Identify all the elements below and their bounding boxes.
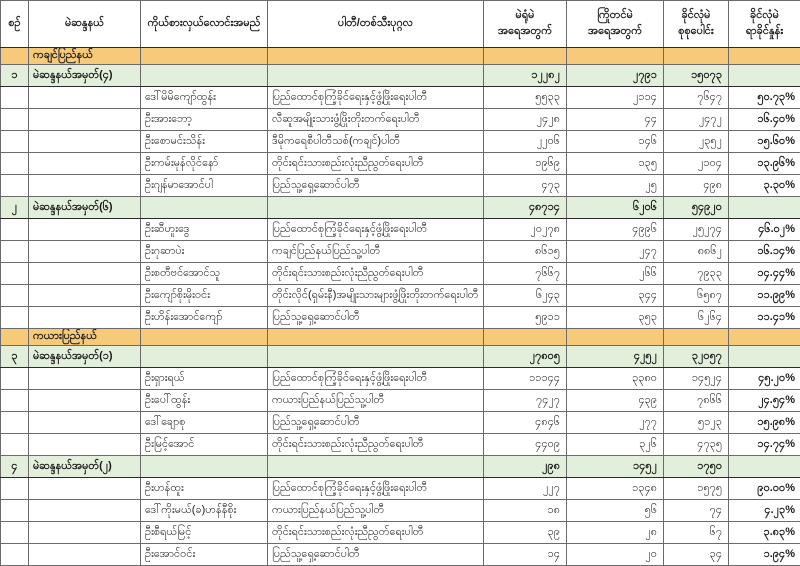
booth-votes-cell: ၄၈၄၆ — [484, 412, 567, 434]
advance-votes-cell: ၃၃၈၀ — [567, 368, 664, 390]
party-cell: ဒီမိုကရေစီပါတီသစ်(ကချင်)ပါတီ — [268, 131, 484, 153]
candidate-name-cell: ဦးဆီဟူးဒွေ — [141, 219, 268, 241]
serial-cell: ၃ — [1, 346, 29, 368]
candidate-row — [1, 263, 800, 285]
advance-votes-cell: ၂၁၁၄ — [567, 87, 664, 109]
advance-votes-cell: ၂၇၇ — [567, 412, 664, 434]
valid-percent-cell — [729, 329, 800, 346]
header-booth-line2: အရေအတွက် — [498, 25, 552, 37]
constituency-name-cell — [29, 307, 141, 329]
booth-votes-total-cell: ၄၈၇၁၄ — [484, 197, 567, 219]
booth-votes-cell: ၂၄၂၈ — [484, 109, 567, 131]
party-cell: ပြည်ထောင်စုကြံ့ခိုင်ရေးနှင့်ဖွံ့ဖြိုးရေးပါတီ — [268, 87, 484, 109]
advance-votes-cell: ၂၅ — [567, 175, 664, 197]
constituency-name-cell — [29, 434, 141, 456]
advance-votes-cell — [567, 329, 664, 346]
party-cell: ပြည်ထောင်စုကြံ့ခိုင်ရေးနှင့်ဖွံ့ဖြိုးရေးပါတီ — [268, 478, 484, 500]
candidate-name-cell — [141, 65, 268, 87]
advance-votes-cell: ၃၅၃ — [567, 307, 664, 329]
valid-percent-cell: ၁၄.၇၄% — [729, 434, 800, 456]
valid-total-cell — [664, 48, 729, 65]
candidate-name-cell: ဦးဟန်ထူး — [141, 478, 268, 500]
valid-percent-cell: ၁၃.၉၆% — [729, 153, 800, 175]
constituency-name-cell — [29, 368, 141, 390]
constituency-total-row — [1, 346, 800, 368]
serial-cell — [1, 131, 29, 153]
candidate-row — [1, 153, 800, 175]
party-cell: တိုင်းရင်းသားစည်းလုံးညီညွတ်ရေးပါတီ — [268, 153, 484, 175]
serial-cell — [1, 544, 29, 566]
valid-total-cell: ၃၄ — [664, 544, 729, 566]
candidate-row — [1, 522, 800, 544]
valid-percent-cell: ၂၄.၅၄% — [729, 390, 800, 412]
valid-total-cell: ၂၃၅၂ — [664, 131, 729, 153]
advance-votes-cell: ၂၆၆ — [567, 263, 664, 285]
booth-votes-cell — [484, 48, 567, 65]
serial-cell — [1, 175, 29, 197]
candidate-name-cell: ဒေါ်ကိုးမယ်(ခ)ဟန်နီစိုး — [141, 500, 268, 522]
valid-total-cell: ၂၄၇၂ — [664, 109, 729, 131]
candidate-name-cell — [141, 329, 268, 346]
serial-cell — [1, 329, 29, 346]
serial-cell: ၁ — [1, 65, 29, 87]
candidate-row — [1, 500, 800, 522]
booth-votes-cell: ၅၉၁၁ — [484, 307, 567, 329]
party-cell: ပြည်သူ့ရှေ့ဆောင်ပါတီ — [268, 544, 484, 566]
constituency-name-cell — [29, 544, 141, 566]
valid-total-cell: ၇၆၄၇ — [664, 87, 729, 109]
constituency-name-cell: မဲဆန္ဒနယ်အမှတ်(၂) — [29, 456, 141, 478]
serial-cell — [1, 87, 29, 109]
constituency-name-cell — [29, 285, 141, 307]
valid-total-cell: ၆၇ — [664, 522, 729, 544]
candidate-name-cell — [141, 456, 268, 478]
valid-percent-cell: ၄၆.၀၂% — [729, 219, 800, 241]
advance-votes-cell: ၃၄၄ — [567, 285, 664, 307]
candidate-row — [1, 478, 800, 500]
header-percent-line1: ခိုင်လုံမဲ — [750, 9, 779, 21]
constituency-name-cell — [29, 87, 141, 109]
valid-percent-cell: ၁၄.၄၄% — [729, 263, 800, 285]
constituency-name-cell — [29, 153, 141, 175]
advance-votes-total-cell: ၂၇၉၁ — [567, 65, 664, 87]
header-advance-line2: အရေအတွက် — [588, 25, 642, 37]
serial-cell: ၂ — [1, 197, 29, 219]
candidate-row — [1, 87, 800, 109]
valid-votes-total-cell: ၃၂၀၅၇ — [664, 346, 729, 368]
serial-cell — [1, 368, 29, 390]
candidate-name-cell: ဦးစီရယ်မြင့် — [141, 522, 268, 544]
header-advance-line1: ကြိုတင်မဲ — [597, 9, 633, 21]
serial-cell — [1, 522, 29, 544]
booth-votes-cell: ၃၉ — [484, 522, 567, 544]
header-valid-line2: စုစုပေါင်း — [678, 25, 713, 37]
constituency-name-cell: မဲဆန္ဒနယ်အမှတ်(၁) — [29, 346, 141, 368]
serial-cell: ၄ — [1, 456, 29, 478]
valid-percent-cell: ၃.၈၃% — [729, 522, 800, 544]
header-valid-percent — [729, 1, 800, 48]
advance-votes-total-cell: ၆၂၀၆ — [567, 197, 664, 219]
candidate-row — [1, 544, 800, 566]
candidate-row — [1, 131, 800, 153]
valid-percent-cell — [729, 346, 800, 368]
candidate-name-cell: ဒေါ်ချောစု — [141, 412, 268, 434]
advance-votes-cell: ၂၀ — [567, 544, 664, 566]
valid-total-cell: ၇၈၆၆ — [664, 390, 729, 412]
candidate-row — [1, 285, 800, 307]
header-booth-votes — [484, 1, 567, 48]
candidate-name-cell: ဦးကျော်စိုးမိုးဝင်း — [141, 285, 268, 307]
serial-cell — [1, 48, 29, 65]
booth-votes-cell: ၂၀၂၇၈ — [484, 219, 567, 241]
candidate-row — [1, 219, 800, 241]
candidate-row — [1, 109, 800, 131]
booth-votes-cell: ၁၁၁၄၄ — [484, 368, 567, 390]
candidate-name-cell: ဦးဟိန်းအောင်ကျော် — [141, 307, 268, 329]
advance-votes-cell: ၄၄ — [567, 109, 664, 131]
booth-votes-cell: ၄၄၀၉ — [484, 434, 567, 456]
booth-votes-cell: ၂၂၀၆ — [484, 131, 567, 153]
constituency-name-cell — [29, 478, 141, 500]
constituency-name-cell — [29, 219, 141, 241]
party-cell — [268, 48, 484, 65]
valid-percent-cell: ၁၁.၉၉% — [729, 285, 800, 307]
valid-votes-total-cell: ၁၇၅၀ — [664, 456, 729, 478]
table-header — [1, 1, 800, 48]
constituency-name-cell — [29, 109, 141, 131]
constituency-total-row — [1, 197, 800, 219]
party-cell — [268, 197, 484, 219]
booth-votes-cell: ၈၆၁၅ — [484, 241, 567, 263]
header-serial: စဉ် — [1, 1, 29, 48]
advance-votes-cell: ၄၃၉ — [567, 390, 664, 412]
valid-percent-cell — [729, 48, 800, 65]
header-percent-line2: ရာခိုင်နှုန်း — [746, 25, 783, 37]
state-name-cell: ကယားပြည်နယ် — [29, 329, 141, 346]
booth-votes-cell: ၇၄၂၇ — [484, 390, 567, 412]
advance-votes-cell: ၁၃၅ — [567, 153, 664, 175]
advance-votes-total-cell: ၄၂၅၂ — [567, 346, 664, 368]
party-cell — [268, 456, 484, 478]
advance-votes-cell: ၂၄၇ — [567, 241, 664, 263]
serial-cell — [1, 500, 29, 522]
constituency-name-cell — [29, 522, 141, 544]
valid-percent-cell: ၁၆.၁၄% — [729, 241, 800, 263]
serial-cell — [1, 390, 29, 412]
valid-percent-cell — [729, 456, 800, 478]
candidate-row — [1, 390, 800, 412]
party-cell — [268, 65, 484, 87]
booth-votes-cell: ၆၂၄၃ — [484, 285, 567, 307]
candidate-name-cell: ဦးစတီဗင်အောင်သူ — [141, 263, 268, 285]
constituency-name-cell: မဲဆန္ဒနယ်အမှတ်(၄) — [29, 65, 141, 87]
party-cell: ပြည်သူ့ရှေ့ဆောင်ပါတီ — [268, 307, 484, 329]
state-row — [1, 329, 800, 346]
party-cell: ပြည်သူ့ရှေ့ဆောင်ပါတီ — [268, 412, 484, 434]
valid-total-cell — [664, 329, 729, 346]
booth-votes-cell: ၇၆၆၇ — [484, 263, 567, 285]
valid-percent-cell: ၁၁.၄၁% — [729, 307, 800, 329]
candidate-row — [1, 412, 800, 434]
constituency-total-row — [1, 456, 800, 478]
header-constituency: မဲဆန္ဒနယ် — [29, 1, 141, 48]
valid-percent-cell: ၅၀.၇၃% — [729, 87, 800, 109]
valid-percent-cell: ၁၆.၄၀% — [729, 109, 800, 131]
valid-total-cell: ၂၅၂၇၄ — [664, 219, 729, 241]
party-cell: ပြည်သူ့ရှေ့ဆောင်ပါတီ — [268, 175, 484, 197]
valid-percent-cell — [729, 197, 800, 219]
header-party: ပါတီ/တစ်သီးပုဂ္ဂလ — [268, 1, 484, 48]
candidate-row — [1, 434, 800, 456]
booth-votes-cell: ၁၄ — [484, 544, 567, 566]
serial-cell — [1, 412, 29, 434]
party-cell: ကယားပြည်နယ်ပြည်သူ့ပါတီ — [268, 390, 484, 412]
serial-cell — [1, 109, 29, 131]
advance-votes-cell: ၄၉၉၆ — [567, 219, 664, 241]
serial-cell — [1, 307, 29, 329]
constituency-name-cell: မဲဆန္ဒနယ်အမှတ်(၆) — [29, 197, 141, 219]
advance-votes-cell: ၃၂၆ — [567, 434, 664, 456]
booth-votes-cell: ၄၇၃ — [484, 175, 567, 197]
constituency-name-cell — [29, 263, 141, 285]
valid-total-cell: ၅၁၂၃ — [664, 412, 729, 434]
valid-percent-cell: ၄.၂၃% — [729, 500, 800, 522]
serial-cell — [1, 478, 29, 500]
candidate-name-cell: ဦးအောင်ဝင်း — [141, 544, 268, 566]
candidate-name-cell: ဦးကမ်းမုန်လိုင်နော် — [141, 153, 268, 175]
party-cell: ကချင်ပြည်နယ်ပြည်သူ့ပါတီ — [268, 241, 484, 263]
valid-total-cell: ၄၇၃၅ — [664, 434, 729, 456]
booth-votes-total-cell: ၂၉၈ — [484, 456, 567, 478]
candidate-name-cell: ဦးဂျန်မာအောင်ပါ — [141, 175, 268, 197]
booth-votes-cell: ၁၉၆၉ — [484, 153, 567, 175]
candidate-name-cell: ဦးစောမင်းသိန်း — [141, 131, 268, 153]
candidate-row — [1, 307, 800, 329]
candidate-name-cell — [141, 48, 268, 65]
candidate-name-cell: ဒေါ်မိမိကျော်ထွန်း — [141, 87, 268, 109]
candidate-name-cell — [141, 346, 268, 368]
party-cell — [268, 346, 484, 368]
state-row — [1, 48, 800, 65]
advance-votes-cell: ၁၃၄၈ — [567, 478, 664, 500]
constituency-name-cell — [29, 131, 141, 153]
header-booth-line1: မဲရုံမဲ — [516, 9, 535, 21]
advance-votes-cell: ၅၆ — [567, 500, 664, 522]
constituency-name-cell — [29, 500, 141, 522]
candidate-name-cell: ဦးအားဘော့ — [141, 109, 268, 131]
header-candidate-name: ကိုယ်စားလှယ်လောင်းအမည် — [141, 1, 268, 48]
candidate-name-cell — [141, 197, 268, 219]
advance-votes-total-cell: ၁၄၅၂ — [567, 456, 664, 478]
candidate-name-cell: ဦးမြင့်အောင် — [141, 434, 268, 456]
valid-total-cell: ၇၉၃၃ — [664, 263, 729, 285]
serial-cell — [1, 285, 29, 307]
header-valid-line1: ခိုင်လုံမဲ — [682, 9, 711, 21]
valid-total-cell: ၇၄ — [664, 500, 729, 522]
party-cell — [268, 329, 484, 346]
valid-percent-cell: ၁၅.၉၈% — [729, 412, 800, 434]
header-valid-total — [664, 1, 729, 48]
valid-total-cell: ၄၉၈ — [664, 175, 729, 197]
valid-total-cell: ၁၅၇၅ — [664, 478, 729, 500]
booth-votes-cell: ၁၈ — [484, 500, 567, 522]
valid-percent-cell: ၄၅.၂၀% — [729, 368, 800, 390]
booth-votes-total-cell: ၁၂၂၈၂ — [484, 65, 567, 87]
party-cell: တိုင်းလိုင်(ရှမ်းနီ)အမျိုးသားများဖွံ့ဖြိုးတိုးတက်ရေးပါတီ — [268, 285, 484, 307]
candidate-row — [1, 368, 800, 390]
valid-percent-cell: ၉၀.၀၀% — [729, 478, 800, 500]
candidate-name-cell: ဦးဂုဆာပဲး — [141, 241, 268, 263]
serial-cell — [1, 219, 29, 241]
serial-cell — [1, 434, 29, 456]
valid-total-cell: ၈၈၆၂ — [664, 241, 729, 263]
booth-votes-cell — [484, 329, 567, 346]
valid-percent-cell — [729, 65, 800, 87]
valid-percent-cell: ၃.၃၀% — [729, 175, 800, 197]
valid-total-cell: ၆၂၆၄ — [664, 307, 729, 329]
table-body — [1, 48, 800, 566]
advance-votes-cell: ၁၄၆ — [567, 131, 664, 153]
valid-votes-total-cell: ၅၄၉၂၀ — [664, 197, 729, 219]
valid-total-cell: ၁၄၅၂၄ — [664, 368, 729, 390]
constituency-name-cell — [29, 175, 141, 197]
serial-cell — [1, 241, 29, 263]
party-cell: တိုင်းရင်းသားစည်းလုံးညီညွတ်ရေးပါတီ — [268, 263, 484, 285]
party-cell: လီဆူအမျိုးသားဖွံ့ဖြိုးတိုးတက်ရေးပါတီ — [268, 109, 484, 131]
valid-percent-cell: ၁.၉၄% — [729, 544, 800, 566]
advance-votes-cell: ၂၈ — [567, 522, 664, 544]
constituency-name-cell — [29, 390, 141, 412]
state-name-cell: ကချင်ပြည်နယ် — [29, 48, 141, 65]
advance-votes-cell — [567, 48, 664, 65]
booth-votes-cell: ၂၂၇ — [484, 478, 567, 500]
constituency-name-cell — [29, 412, 141, 434]
booth-votes-total-cell: ၂၇၈၀၅ — [484, 346, 567, 368]
candidate-row — [1, 175, 800, 197]
party-cell: ပြည်ထောင်စုကြံ့ခိုင်ရေးနှင့်ဖွံ့ဖြိုးရေးပါတီ — [268, 368, 484, 390]
valid-percent-cell: ၁၅.၆၀% — [729, 131, 800, 153]
party-cell: တိုင်းရင်းသားစည်းလုံးညီညွတ်ရေးပါတီ — [268, 522, 484, 544]
booth-votes-cell: ၅၅၃၃ — [484, 87, 567, 109]
serial-cell — [1, 153, 29, 175]
constituency-total-row — [1, 65, 800, 87]
party-cell: ပြည်ထောင်စုကြံ့ခိုင်ရေးနှင့်ဖွံ့ဖြိုးရေးပါတီ — [268, 219, 484, 241]
valid-total-cell: ၆၅၈၇ — [664, 285, 729, 307]
valid-votes-total-cell: ၁၅၀၇၃ — [664, 65, 729, 87]
header-advance-votes — [567, 1, 664, 48]
serial-cell — [1, 263, 29, 285]
candidate-name-cell: ဦးပေါ်ထွန်း — [141, 390, 268, 412]
constituency-name-cell — [29, 241, 141, 263]
party-cell: ကယားပြည်နယ်ပြည်သူ့ပါတီ — [268, 500, 484, 522]
candidate-row — [1, 241, 800, 263]
valid-total-cell: ၂၁၀၄ — [664, 153, 729, 175]
party-cell: တိုင်းရင်းသားစည်းလုံးညီညွတ်ရေးပါတီ — [268, 434, 484, 456]
candidate-name-cell: ဦးရှားရယ် — [141, 368, 268, 390]
